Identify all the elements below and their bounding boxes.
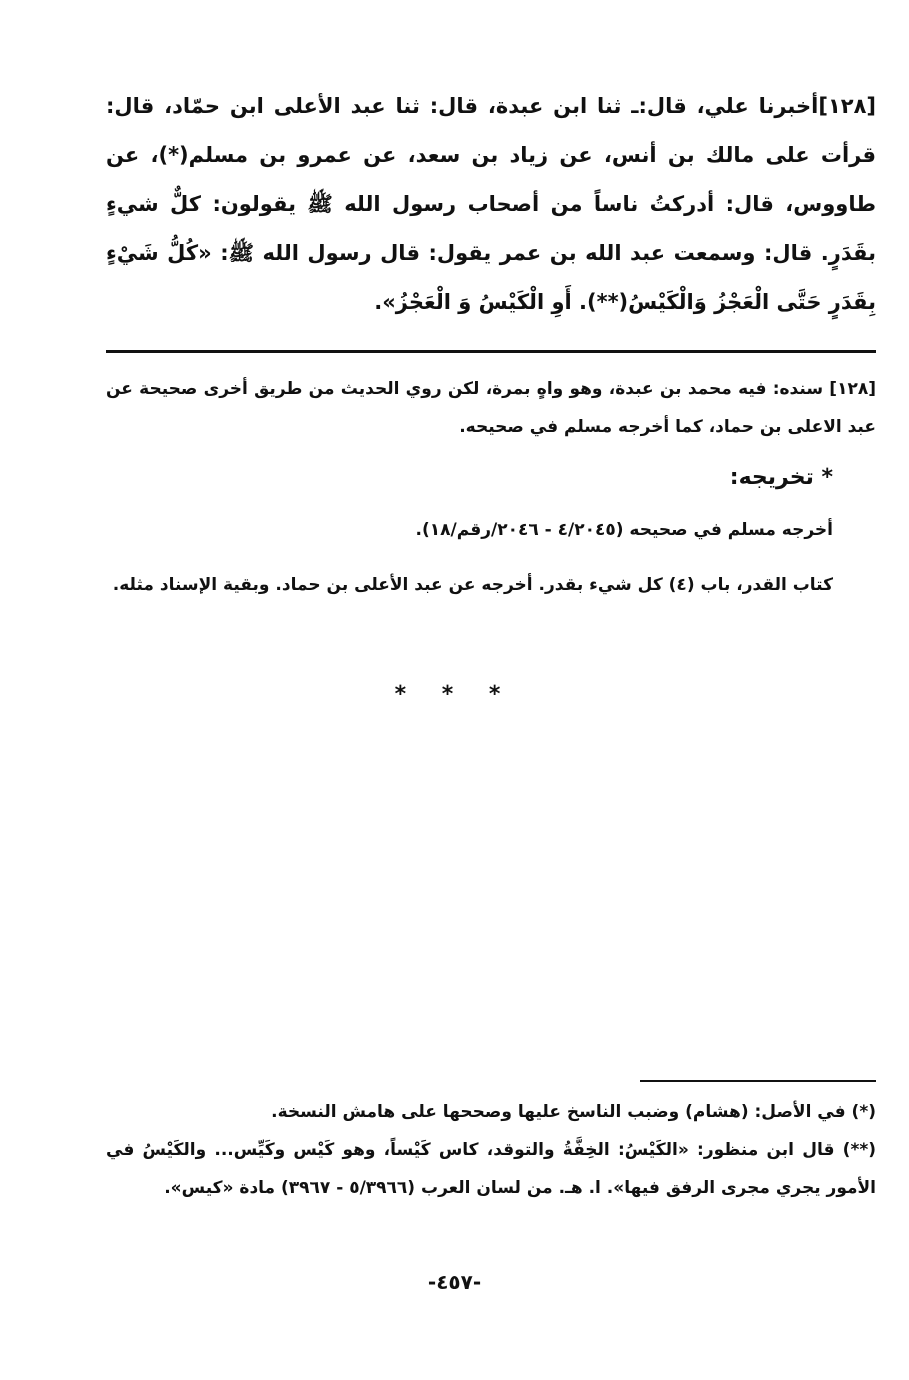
takhrij-heading: * تخريجه: bbox=[729, 465, 833, 490]
isnad-note-text: [١٢٨] سنده: فيه محمد بن عبدة، وهو واهٍ بمرة، لكن روي الحديث من طريق أخرى صحيحة عن عبد الاعلى بن حماد، كما أخرجه مسلم في صحيحه. bbox=[106, 379, 876, 437]
footnote-divider bbox=[640, 1080, 876, 1082]
hadith-paragraph: [١٢٨]أخبرنا علي، قال:ـ ثنا ابن عبدة، قال: ثنا عبد الأعلى ابن حمّاد، قال: قرأت على مالك بن أنس، عن زياد بن سعد، عن عمرو بن مسلم(*)، عن طاووس، قال: أدركتُ ناساً من أصحاب رسول الله ﷺ يقولون: كلٌّ شيءٍ بقَدَرٍ. قال: وسمعت عبد الله بن عمر يقول: قال رسول الله ﷺ: «كُلُّ شَيْءٍ بِقَدَرٍ حَتَّى الْعَجْزُ وَالْكَيْسُ(**). أَوِ الْكَيْسُ وَ الْعَجْزُ». bbox=[106, 94, 876, 314]
main-divider bbox=[106, 350, 876, 353]
takhrij-text: أخرجه مسلم في صحيحه (٤/٢٠٤٥ - ٢٠٤٦/رقم/١٨). bbox=[415, 520, 833, 540]
footnotes bbox=[106, 1093, 876, 1207]
hadith-text bbox=[106, 82, 876, 327]
page-number: -٤٥٧- bbox=[427, 1270, 482, 1294]
chapter-reference: كتاب القدر، باب (٤) كل شيء بقدر. أخرجه عن عبد الأعلى بن حماد. وبقية الإسناد مثله. bbox=[112, 575, 833, 595]
footnote-2: (**) قال ابن منظور: «الكَيْسُ: الخِفَّةُ والتوقد، كاس كَيْساً، وهو كَيْس وكَيِّس... والكَيْسُ في الأمور يجري مجرى الرفق فيها». ا. هـ. من لسان العرب (٥/٣٩٦٦ - ٣٩٦٧) مادة «كيس». bbox=[106, 1140, 876, 1198]
section-separator: * * * bbox=[394, 682, 515, 707]
footnote-1: (*) في الأصل: (هشام) وضبب الناسخ عليها وصححها على هامش النسخة. bbox=[271, 1102, 876, 1122]
isnad-note bbox=[106, 370, 876, 446]
